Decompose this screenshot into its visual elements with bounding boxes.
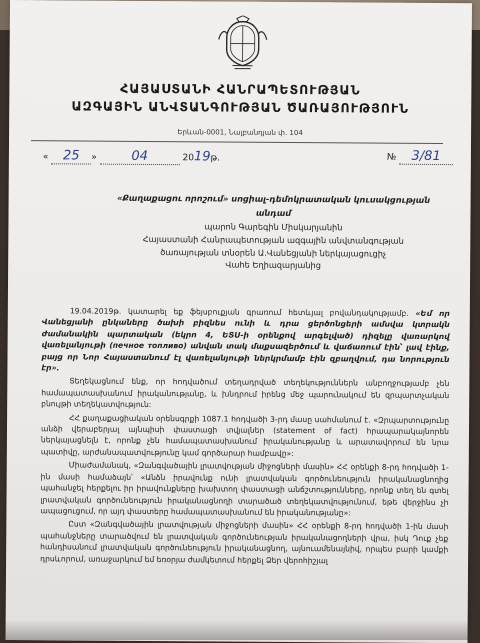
- p1-text: 19.04.2019թ. կատարել եք ֆեյսբուքյան գրառում հետևյալ բովանդակությամբ.: [70, 306, 416, 317]
- date-year-mark: թ.: [211, 153, 221, 163]
- letter-body: [40, 305, 450, 569]
- date-year-suffix: 19: [194, 149, 211, 164]
- sender-line2: ծառայության տնօրեն Ա.Վանեցյանի ներկայացուցիչ: [108, 245, 438, 260]
- letter-date: [43, 148, 220, 165]
- number-label: №: [387, 153, 396, 163]
- body-paragraph-5: Ըստ «Զանգվածային լրատվության միջոցների մասին» ՀՀ օրենքի 8-րդ հոդվածի 1-ին մասի պահանջները տարածվում են լրատվական գործունեության իրականացողների վրա, իսկ Դուք չեք հանդիսանում լրատվական գործունեություն իրականացնող, այնուամենայնիվ, որպես բարի կամքի դրսևորում, առաջարկում եմ եռօրյա ժամկետում հերքել Ձեր վերոհիշյալ: [40, 519, 448, 567]
- header-divider: [31, 140, 443, 144]
- letter-page: [6, 0, 472, 643]
- recipient-block: [108, 191, 438, 235]
- body-paragraph-4: Միաժամանակ, «Զանգվածային լրատվության միջոցների մասին» ՀՀ օրենքի 8-րդ հոդվածի 1-ին մասի համաձայն՝ «Անձն իրավունք ունի լրատվական գործունեություն իրականացնողից պահանջել հերքելու իր իրավունքները խախտող փաստացի անճշտությունները, որոնք տեղ են գտել լրատվական գործունեություն իրականացնողի տարածած տեղեկատվությունում, եթե վերջինս չի ապացուցում, որ այդ փաստերը համապատասխանում են իրականությանը»:: [40, 460, 448, 520]
- organization-name-line2: ԱԶԳԱՅԻՆ ԱՆՎՏԱՆԳՈՒԹՅԱՆ ԾԱՌԱՅՈՒԹՅՈՒՆ: [9, 98, 471, 116]
- coat-of-arms-emblem: [215, 15, 271, 71]
- date-open-quote: «: [43, 152, 49, 162]
- letter-number: [387, 149, 453, 165]
- date-year-prefix: 20: [183, 153, 195, 163]
- date-close-quote: »: [91, 153, 97, 163]
- organization-address: Երևան-0001, Նալբանդյան փ. 104: [9, 127, 471, 138]
- organization-name-line1: ՀԱՅԱՍՏԱՆԻ ՀԱՆՐԱՊԵՏՈՒԹՅԱՆ: [9, 80, 471, 98]
- page-shadow: [0, 620, 480, 640]
- sender-line1: Հայաստանի Հանրապետության ազգային անվտանգության: [108, 233, 438, 248]
- date-month: 04: [100, 149, 180, 166]
- body-paragraph-1: [41, 305, 449, 376]
- recipient-line1: «Քաղաքացու որոշում» սոցիալ-դեմոկրատական կուսակցության անդամ: [108, 191, 438, 221]
- date-day: 25: [51, 148, 91, 164]
- number-value: 3/81: [399, 149, 453, 165]
- sender-block: [108, 233, 438, 273]
- p1-quote: «Եմ որ Վանեցյանի ընկաները ծախի բիզնես ունի և դրա ցերծոնցերի ամսվա կտրակն ժամանակին պարտական (եկրո 4, ԵՏՍ-ի օրենքով արգելված) դիզելը վառարկով վառելանյութի (печное топливо) անվան տակ մաքսազերծում և վաճառում էին՝ լավ էինք, բայց որ Նոր Հայաստանում էլ վառելանյութի ներկրմամբ էին զբաղվում, դա նորություն էր».: [41, 309, 449, 373]
- body-paragraph-2: Տեղեկացնում ենք, որ հոդվածում տեղադրված տեղեկություններն անբողջությամբ չեն համապատասխանում իրականությանը, և խնդրում իրենց մեջ պարունակում են զրպարտչական բնույթի տեղեկատվություն:: [41, 376, 449, 413]
- sender-line3: Վաhե Եղիազարյանից: [108, 258, 438, 273]
- body-paragraph-3: ՀՀ քաղաքացիական օրենսգրքի 1087.1 հոդվածի 3-րդ մասը սահմանում է. «Զրպարտությունը անձի վերաբերյալ այնպիսի փաստացի տվյալներ (statement of fact) հրապարակայնորեն ներկայացնելն է, որոնք չեն համապատասխանում իրականությանը և արատավորում են նրա պատիվը, արժանապատվությունը կամ գործարար համբավը»:: [41, 412, 449, 460]
- recipient-line2: պարոն Գարեգին Միսկարյանին: [108, 219, 438, 235]
